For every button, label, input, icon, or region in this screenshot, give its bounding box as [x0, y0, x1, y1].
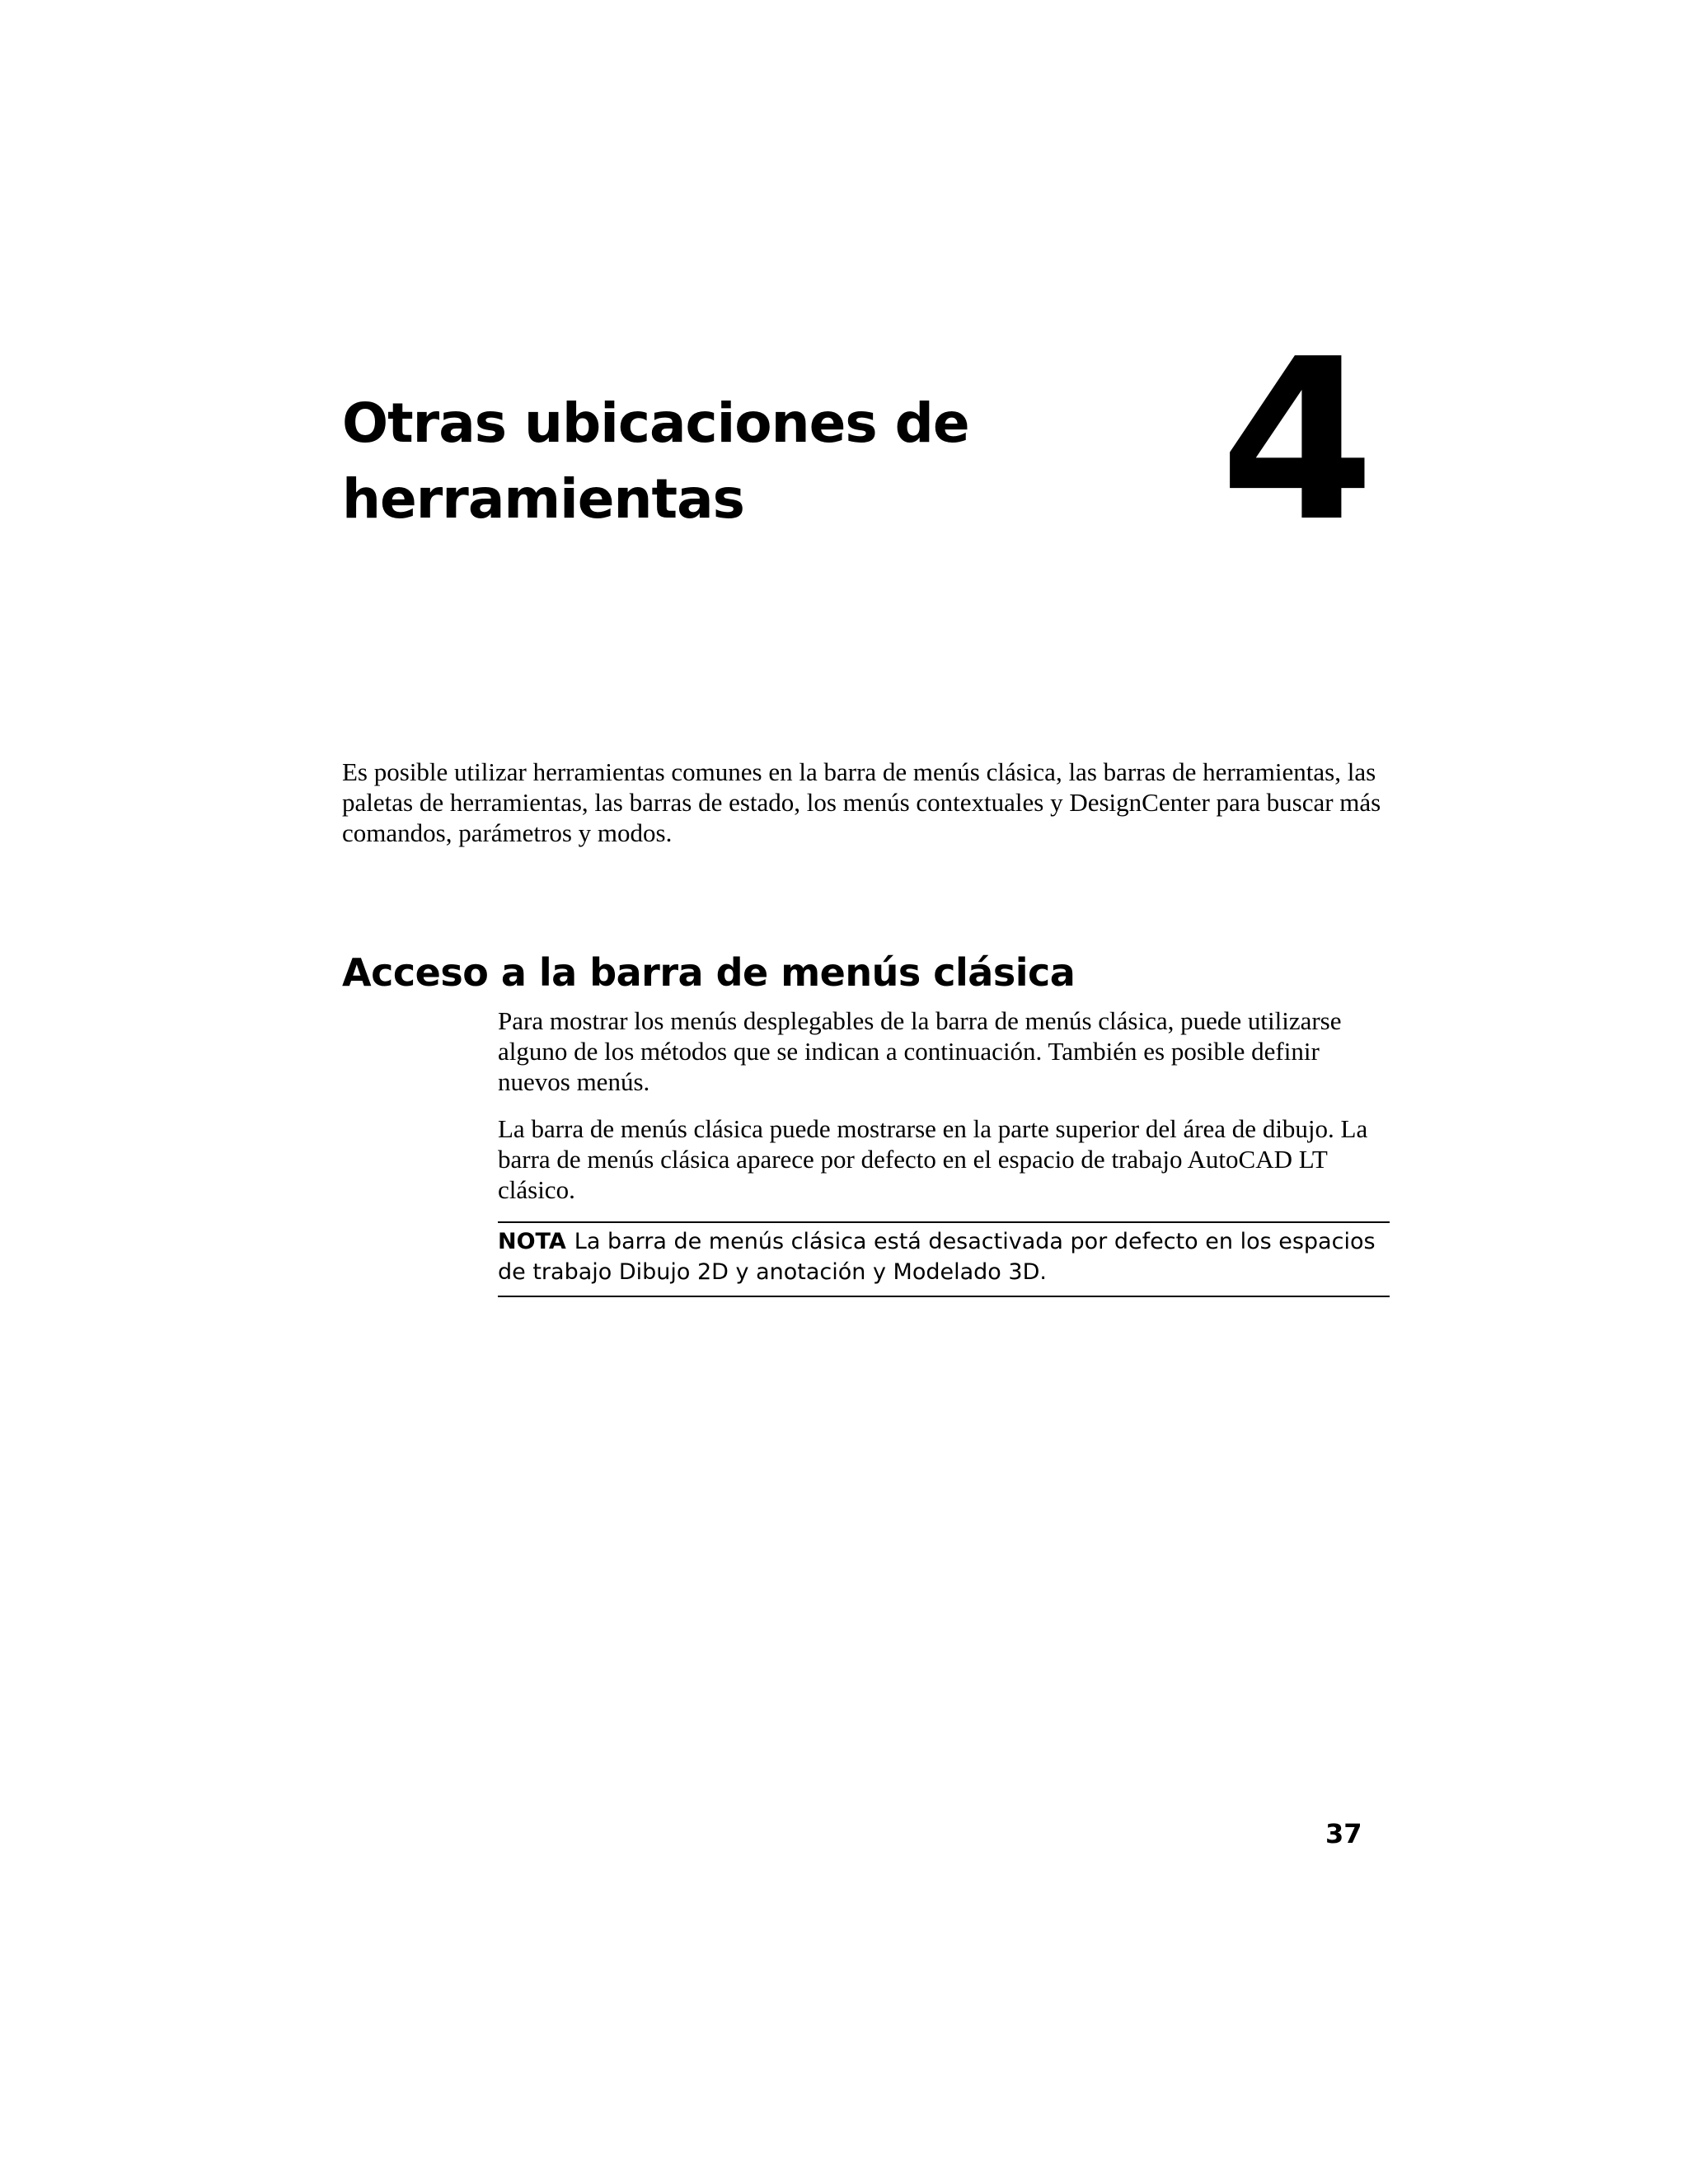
section-body — [498, 1005, 1390, 1297]
note-text: La barra de menús clásica está desactivada por defecto en los espacios de trabajo Dibujo 2D y anotación y Modelado 3D. — [498, 1229, 1376, 1285]
intro-paragraph: Es posible utilizar herramientas comunes en la barra de menús clásica, las barras de herramientas, las paletas de herramientas, las barras de estado, los menús contextuales y DesignCenter para buscar más comandos, parámetros y modos. — [342, 757, 1381, 847]
note-box — [498, 1221, 1390, 1297]
body-paragraph-2: La barra de menús clásica puede mostrarse en la parte superior del área de dibujo. La barra de menús clásica aparece por defecto en el espacio de trabajo AutoCAD LT clásico. — [498, 1114, 1368, 1204]
chapter-number: 4 — [1220, 311, 1375, 570]
page-number: 37 — [1325, 1818, 1362, 1849]
body-paragraph-1: Para mostrar los menús desplegables de la barra de menús clásica, puede utilizarse alguno de los métodos que se indican a continuación. También es posible definir nuevos menús. — [498, 1006, 1342, 1096]
chapter-title — [342, 386, 1166, 537]
section-heading: Acceso a la barra de menús clásica — [342, 950, 1076, 995]
note-label: NOTA — [498, 1229, 566, 1254]
chapter-title-line-2: herramientas — [342, 467, 744, 531]
chapter-title-line-1: Otras ubicaciones de — [342, 391, 969, 455]
